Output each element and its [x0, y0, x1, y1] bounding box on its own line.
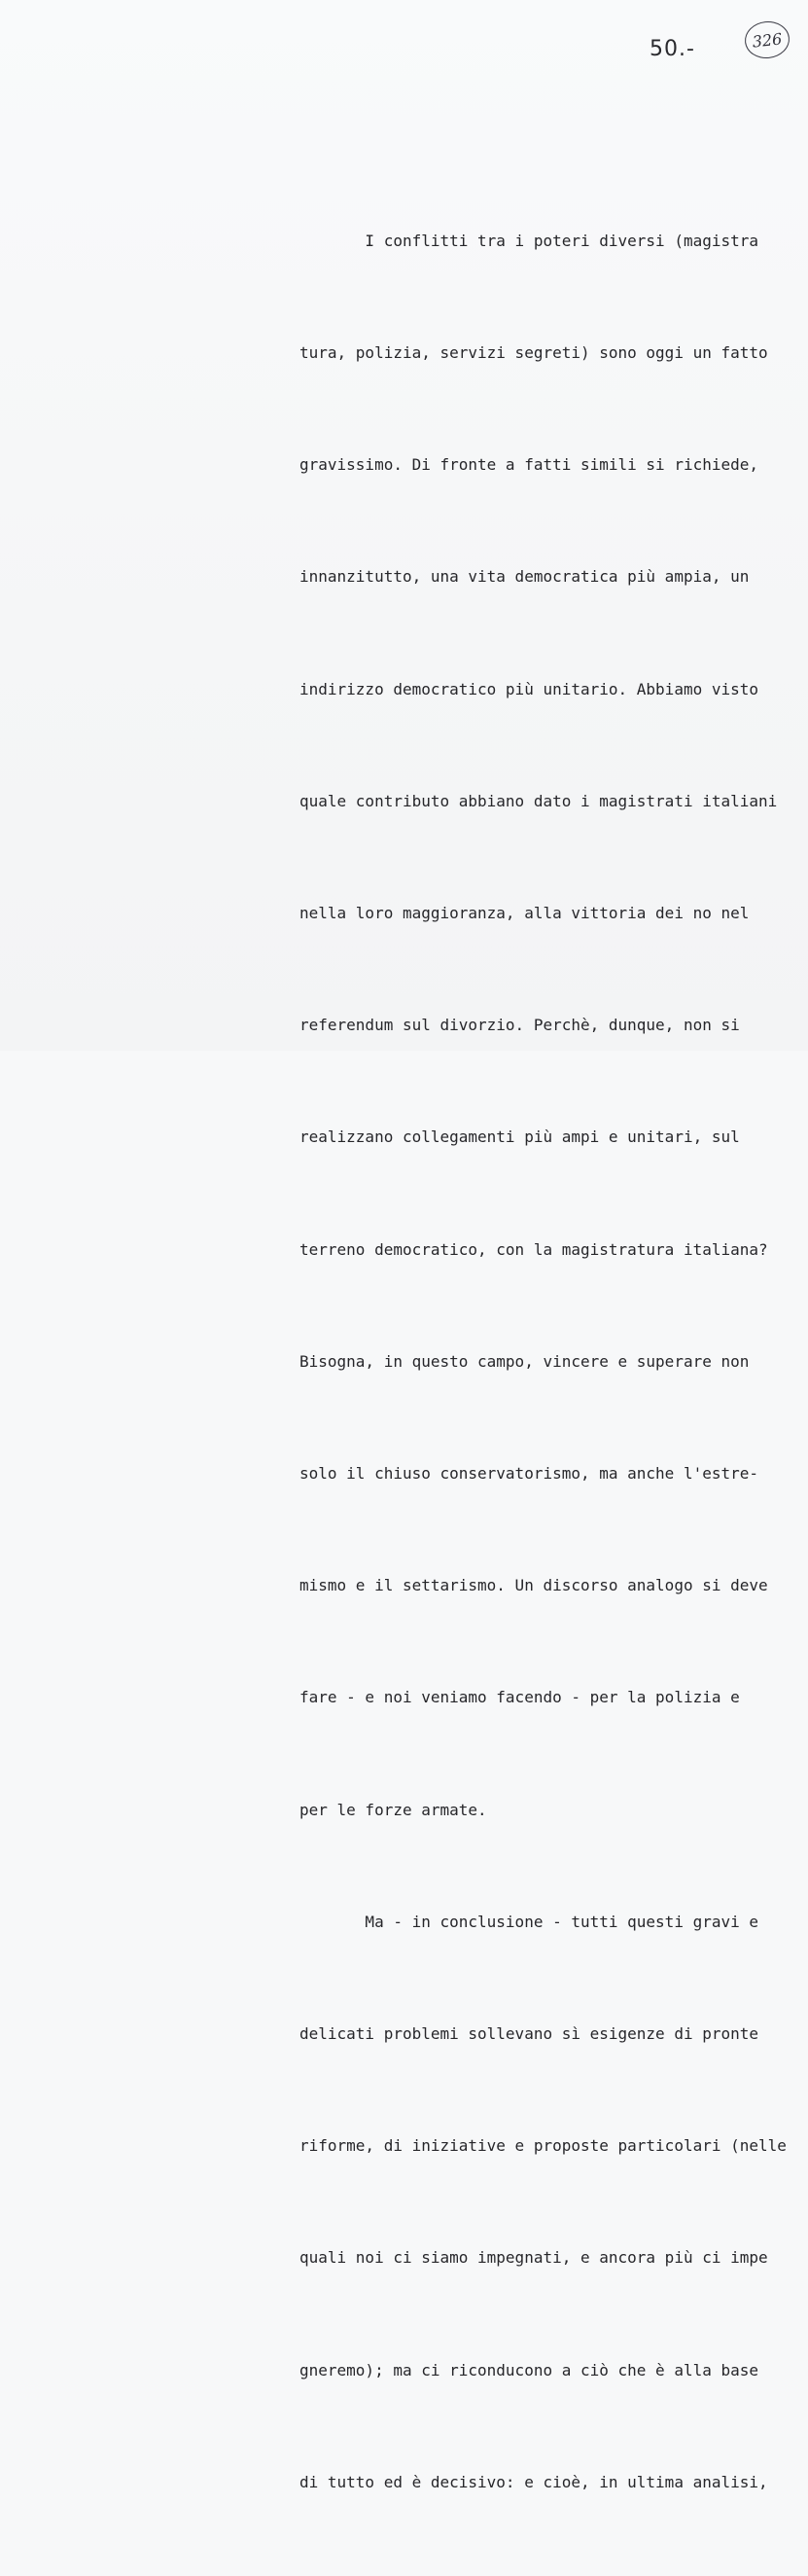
text-line: riforme, di iniziative e proposte particolari (nelle: [299, 2136, 787, 2156]
text-line: tura, polizia, servizi segreti) sono oggi un fatto: [299, 343, 768, 363]
text-line: solo il chiuso conservatorismo, ma anche l'estre-: [299, 1464, 759, 1484]
text-line: innanzitutto, una vita democratica più ampia, un: [299, 567, 750, 587]
text-line: quali noi ci siamo impegnati, e ancora più ci impe: [299, 2248, 768, 2268]
text-line: terreno democratico, con la magistratura italiana?: [299, 1239, 768, 1259]
text-line: Ma - in conclusione - tutti questi gravi e: [299, 1912, 759, 1931]
text-line: gravissimo. Di fronte a fatti simili si richiede,: [299, 455, 759, 475]
text-line: I conflitti tra i poteri diversi (magistra: [299, 231, 759, 250]
text-line: indirizzo democratico più unitario. Abbiamo visto: [299, 679, 759, 698]
typed-body-text: [299, 148, 805, 2576]
text-line: fare - e noi veniamo facendo - per la polizia e: [299, 1688, 740, 1707]
text-line: di tutto ed è decisivo: e cioè, in ultima analisi,: [299, 2472, 768, 2491]
text-line: quale contributo abbiano dato i magistrati italiani: [299, 791, 778, 810]
page-number: 50.-: [650, 37, 695, 61]
text-line: nella loro maggioranza, alla vittoria dei no nel: [299, 904, 750, 923]
text-line: mismo e il settarismo. Un discorso analogo si deve: [299, 1576, 768, 1595]
text-line: per le forze armate.: [299, 1800, 487, 1819]
text-line: delicati problemi sollevano sì esigenze di pronte: [299, 2024, 759, 2044]
text-line: Bisogna, in questo campo, vincere e superare non: [299, 1351, 750, 1371]
text-line: referendum sul divorzio. Perchè, dunque, non si: [299, 1016, 740, 1035]
text-line: realizzano collegamenti più ampi e unitari, sul: [299, 1127, 740, 1147]
text-line: gneremo); ma ci riconducono a ciò che è alla base: [299, 2360, 759, 2379]
archive-stamp-number: 326: [743, 19, 791, 61]
